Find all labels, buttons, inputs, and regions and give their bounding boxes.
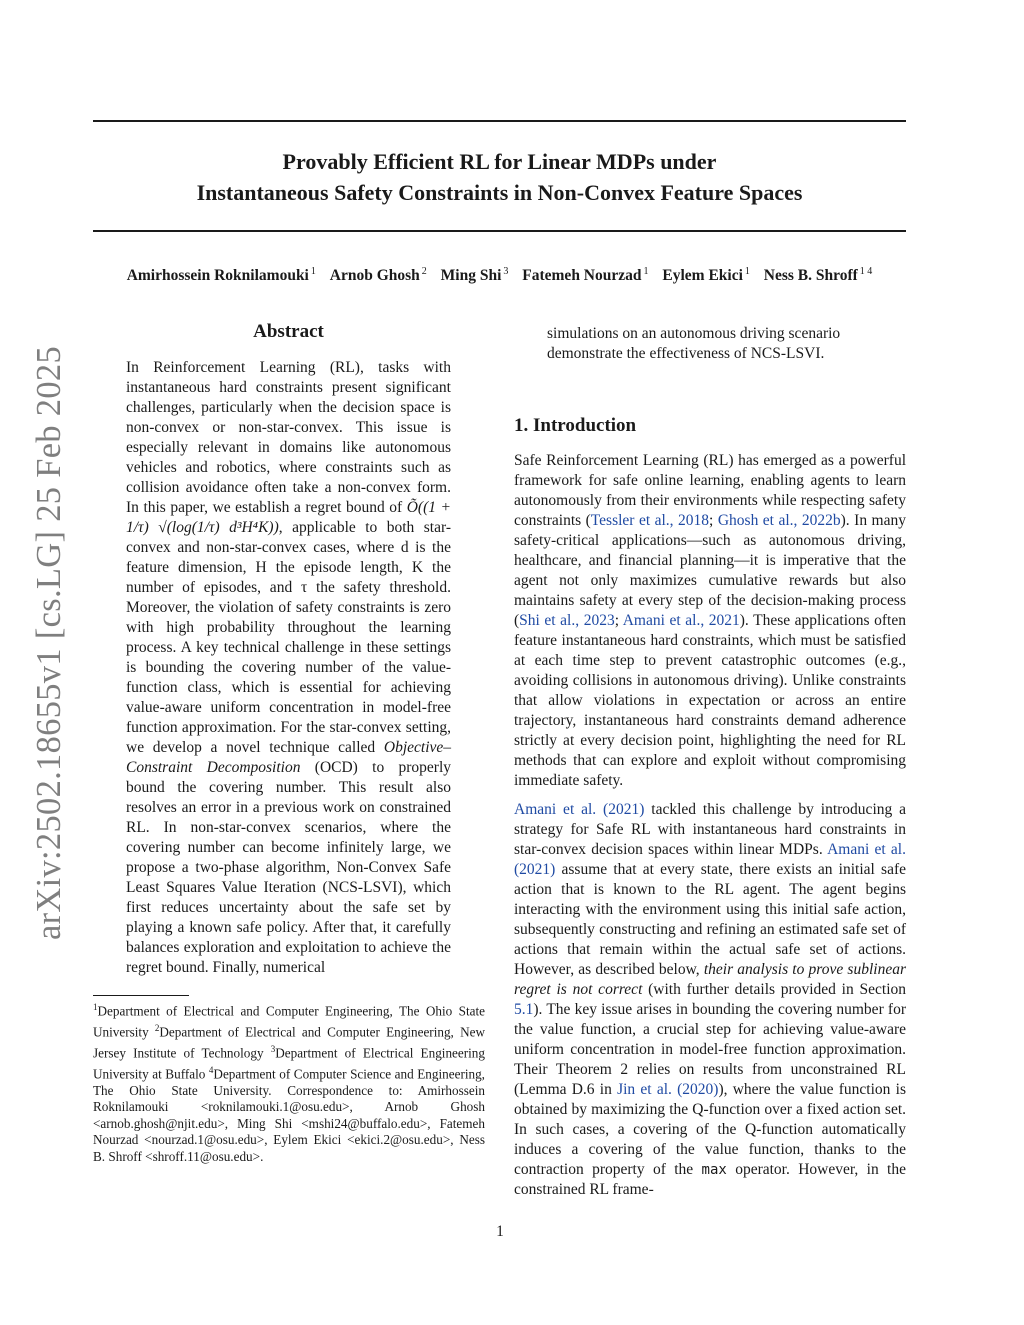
intro-paragraph-1: Safe Reinforcement Learning (RL) has emerged as a powerful framework for safe online learning, enabling agents to learn autonomously from their environments while respecting safety constraints (Tessler et al., 2018; Ghosh et al., 2022b). In many safety-critical applications—such as autonomous driving, healthcare, and financial planning—it is imperative that the agent not only maximizes cumulative rewards but also maintains safety at every step of the decision-making process (Shi et al., 2023; Amani et al., 2021). These applications often feature instantaneous hard constraints, which must be satisfied at each time step to prevent catastrophic outcomes (e.g., avoiding collisions in autonomous driving). Unlike constraints that allow violations in expectation or across an entire trajectory, instantaneous hard constraints demand adherence strictly at every decision point, highlighting the need for RL methods that can explore and exploit without compromising immediate safety. xyxy=(514,452,906,789)
author: Eylem Ekici $^1$ xyxy=(662,266,750,285)
author-list xyxy=(93,266,906,285)
citation-link[interactable]: Amani et al., 2021 xyxy=(622,612,740,629)
page-number: 1 xyxy=(496,1223,504,1240)
title-rule-bottom xyxy=(93,230,906,232)
citation-link[interactable]: Shi et al., 2023 xyxy=(519,612,615,629)
section-link[interactable]: 5.1 xyxy=(514,1001,534,1018)
title-rule-top xyxy=(93,120,906,122)
citation-link[interactable]: Amani et al. (2021) xyxy=(514,801,645,818)
author: Ming Shi $^3$ xyxy=(440,266,509,285)
footnote-rule xyxy=(93,995,189,996)
regret-bound-formula: Õ((1 + 1/τ) √(log(1/τ) d³H⁴K)) xyxy=(126,499,451,536)
citation-link[interactable]: Ghosh et al., 2022b xyxy=(717,512,841,529)
title-line-2: Instantaneous Safety Constraints in Non-Convex Feature Spaces xyxy=(196,180,803,205)
author: Ness B. Shroff $^{1 4}$ xyxy=(763,266,873,285)
author: Fatemeh Nourzad $^1$ xyxy=(522,266,649,285)
intro-paragraph-2: Amani et al. (2021) tackled this challenge by introducing a strategy for Safe RL with instantaneous hard constraints in star-convex decision spaces within linear MDPs. Amani et al. (2021) assume that at every state, there exists an initial safe action that is known to the RL agent. The agent begins interacting with the environment using this initial safe action, subsequently constructing and refining an estimated safe set of actions that remain within the actual safe set of actions. However, as described below, their analysis to prove sublinear regret is not correct (with further details provided in Section 5.1). The key issue arises in bounding the covering number for the value function, a crucial step for achieving value-aware uniform concentration in model-free function approximation. Their Theorem 2 relies on results from unconstrained RL (Lemma D.6 in Jin et al. (2020)), where the value function is obtained by maximizing the Q-function over a fixed action set. In such cases, a covering of the Q-function automatically induces a covering of the value function, thanks to the contraction property of the max operator. However, in the constrained RL frame- xyxy=(514,801,906,1198)
ocd-term: Objective–Constraint Decomposition xyxy=(126,739,452,776)
author: Arnob Ghosh $^2$ xyxy=(329,266,427,285)
citation-link[interactable]: Amani et al. (2021) xyxy=(514,841,906,878)
citation-link[interactable]: Tessler et al., 2018 xyxy=(590,512,710,529)
affiliations-footnote: $^1$Department of Electrical and Computer Engineering, The Ohio State University $^2$Department of Electrical and Computer Engineering, New Jersey Institute of Technology $^3$Department of Electrical Engineering University at Buffalo $^4$Department of Computer Science and Engineering, The Ohio State University. Correspondence to: Amirhossein Roknilamouki <roknilamouki.1@osu.edu>, Arnob Ghosh <arnob.ghosh@njit.edu>, Ming Shi <mshi24@buffalo.edu>, Fatemeh Nourzad <nourzad.1@osu.edu>, Eylem Ekici <ekici.2@osu.edu>, Ness B. Shroff <shroff.11@osu.edu>. xyxy=(93,1002,485,1164)
author: Amirhossein Roknilamouki $^1$ xyxy=(126,266,316,285)
title-line-1: Provably Efficient RL for Linear MDPs under xyxy=(282,149,717,174)
abstract-continued: simulations on an autonomous driving scenario demonstrate the effectiveness of NCS-LSVI. xyxy=(547,325,841,362)
paper-title xyxy=(93,146,906,208)
abstract-heading: Abstract xyxy=(253,321,324,342)
arxiv-stamp: arXiv:2502.18655v1 [cs.LG] 25 Feb 2025 xyxy=(30,346,68,940)
citation-link[interactable]: Jin et al. (2020) xyxy=(617,1081,719,1098)
abstract-body: In Reinforcement Learning (RL), tasks with instantaneous hard constraints present significant challenges, particularly when the decision space is non-convex or non-star-convex. This issue is especially relevant in domains like autonomous vehicles and robotics, where constraints such as collision avoidance often take a non-convex form. In this paper, we establish a regret bound of Õ((1 + 1/τ) √(log(1/τ) d³H⁴K)), applicable to both star-convex and non-star-convex cases, where d is the feature dimension, H the episode length, K the number of episodes, and τ the safety threshold. Moreover, the violation of safety constraints is zero with high probability throughout the learning process. A key technical challenge in these settings is bounding the covering number of the value-function class, which is essential for achieving value-aware uniform concentration in model-free function approximation. For the star-convex setting, we develop a novel technique called Objective–Constraint Decomposition (OCD) to properly bound the covering number. This result also resolves an error in a previous work on constrained RL. In non-star-convex scenarios, where the covering number can become infinitely large, we propose a two-phase algorithm, Non-Convex Safe Least Squares Value Iteration (NCS-LSVI), which first reduces uncertainty about the safe set by playing a known safe policy. After that, it carefully balances exploration and exploitation to achieve the regret bound. Finally, numerical xyxy=(126,359,452,976)
introduction-body xyxy=(514,451,906,1209)
introduction-heading: 1. Introduction xyxy=(514,415,637,436)
